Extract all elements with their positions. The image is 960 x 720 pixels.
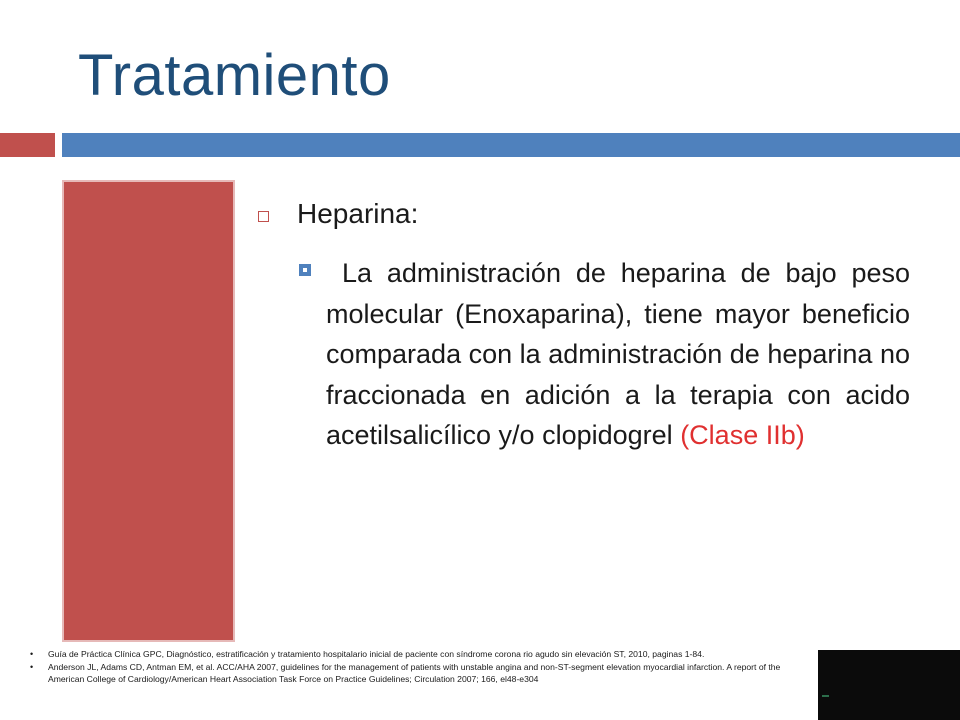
- references-list: [30, 648, 800, 686]
- reference-item: • Anderson JL, Adams CD, Antman EM, et al. ACC/AHA 2007, guidelines for the management of patients with unstable angina and non-ST-segment elevation myocardial infarction. A report of the American College of Cardiology/American Heart Association Task Force on Practice Guidelines; Circulation 2007; 166, el48-e304: [30, 661, 800, 686]
- slide-title: Tratamiento: [78, 43, 391, 108]
- reference-item: • Guía de Práctica Clínica GPC, Diagnóstico, estratificación y tratamiento hospitalario inicial de paciente con síndrome corona rio agudo sin elevación ST, 2010, paginas 1-84.: [30, 648, 800, 661]
- bullet-label: Heparina:: [297, 198, 419, 229]
- sub-bullet-text: [326, 253, 910, 456]
- embedded-video-thumbnail[interactable]: [818, 650, 960, 720]
- sub-bullet-lead: La administración de heparina de bajo peso molecular (Enoxaparina), tiene mayor beneficio comparada con la administración de heparina no fraccionada en adición a la terapia con acido acetilsalicílico y/o clopidogrel: [326, 258, 910, 450]
- class-label: (Clase IIb): [680, 420, 805, 450]
- square-bullet-icon: [258, 211, 269, 222]
- video-marker: [822, 695, 829, 697]
- decorative-side-panel: [62, 180, 235, 642]
- filled-square-bullet-icon: [299, 264, 311, 276]
- title-rule-blue: [62, 133, 960, 157]
- title-rule-red: [0, 133, 55, 157]
- bullet-heparina: [258, 198, 418, 230]
